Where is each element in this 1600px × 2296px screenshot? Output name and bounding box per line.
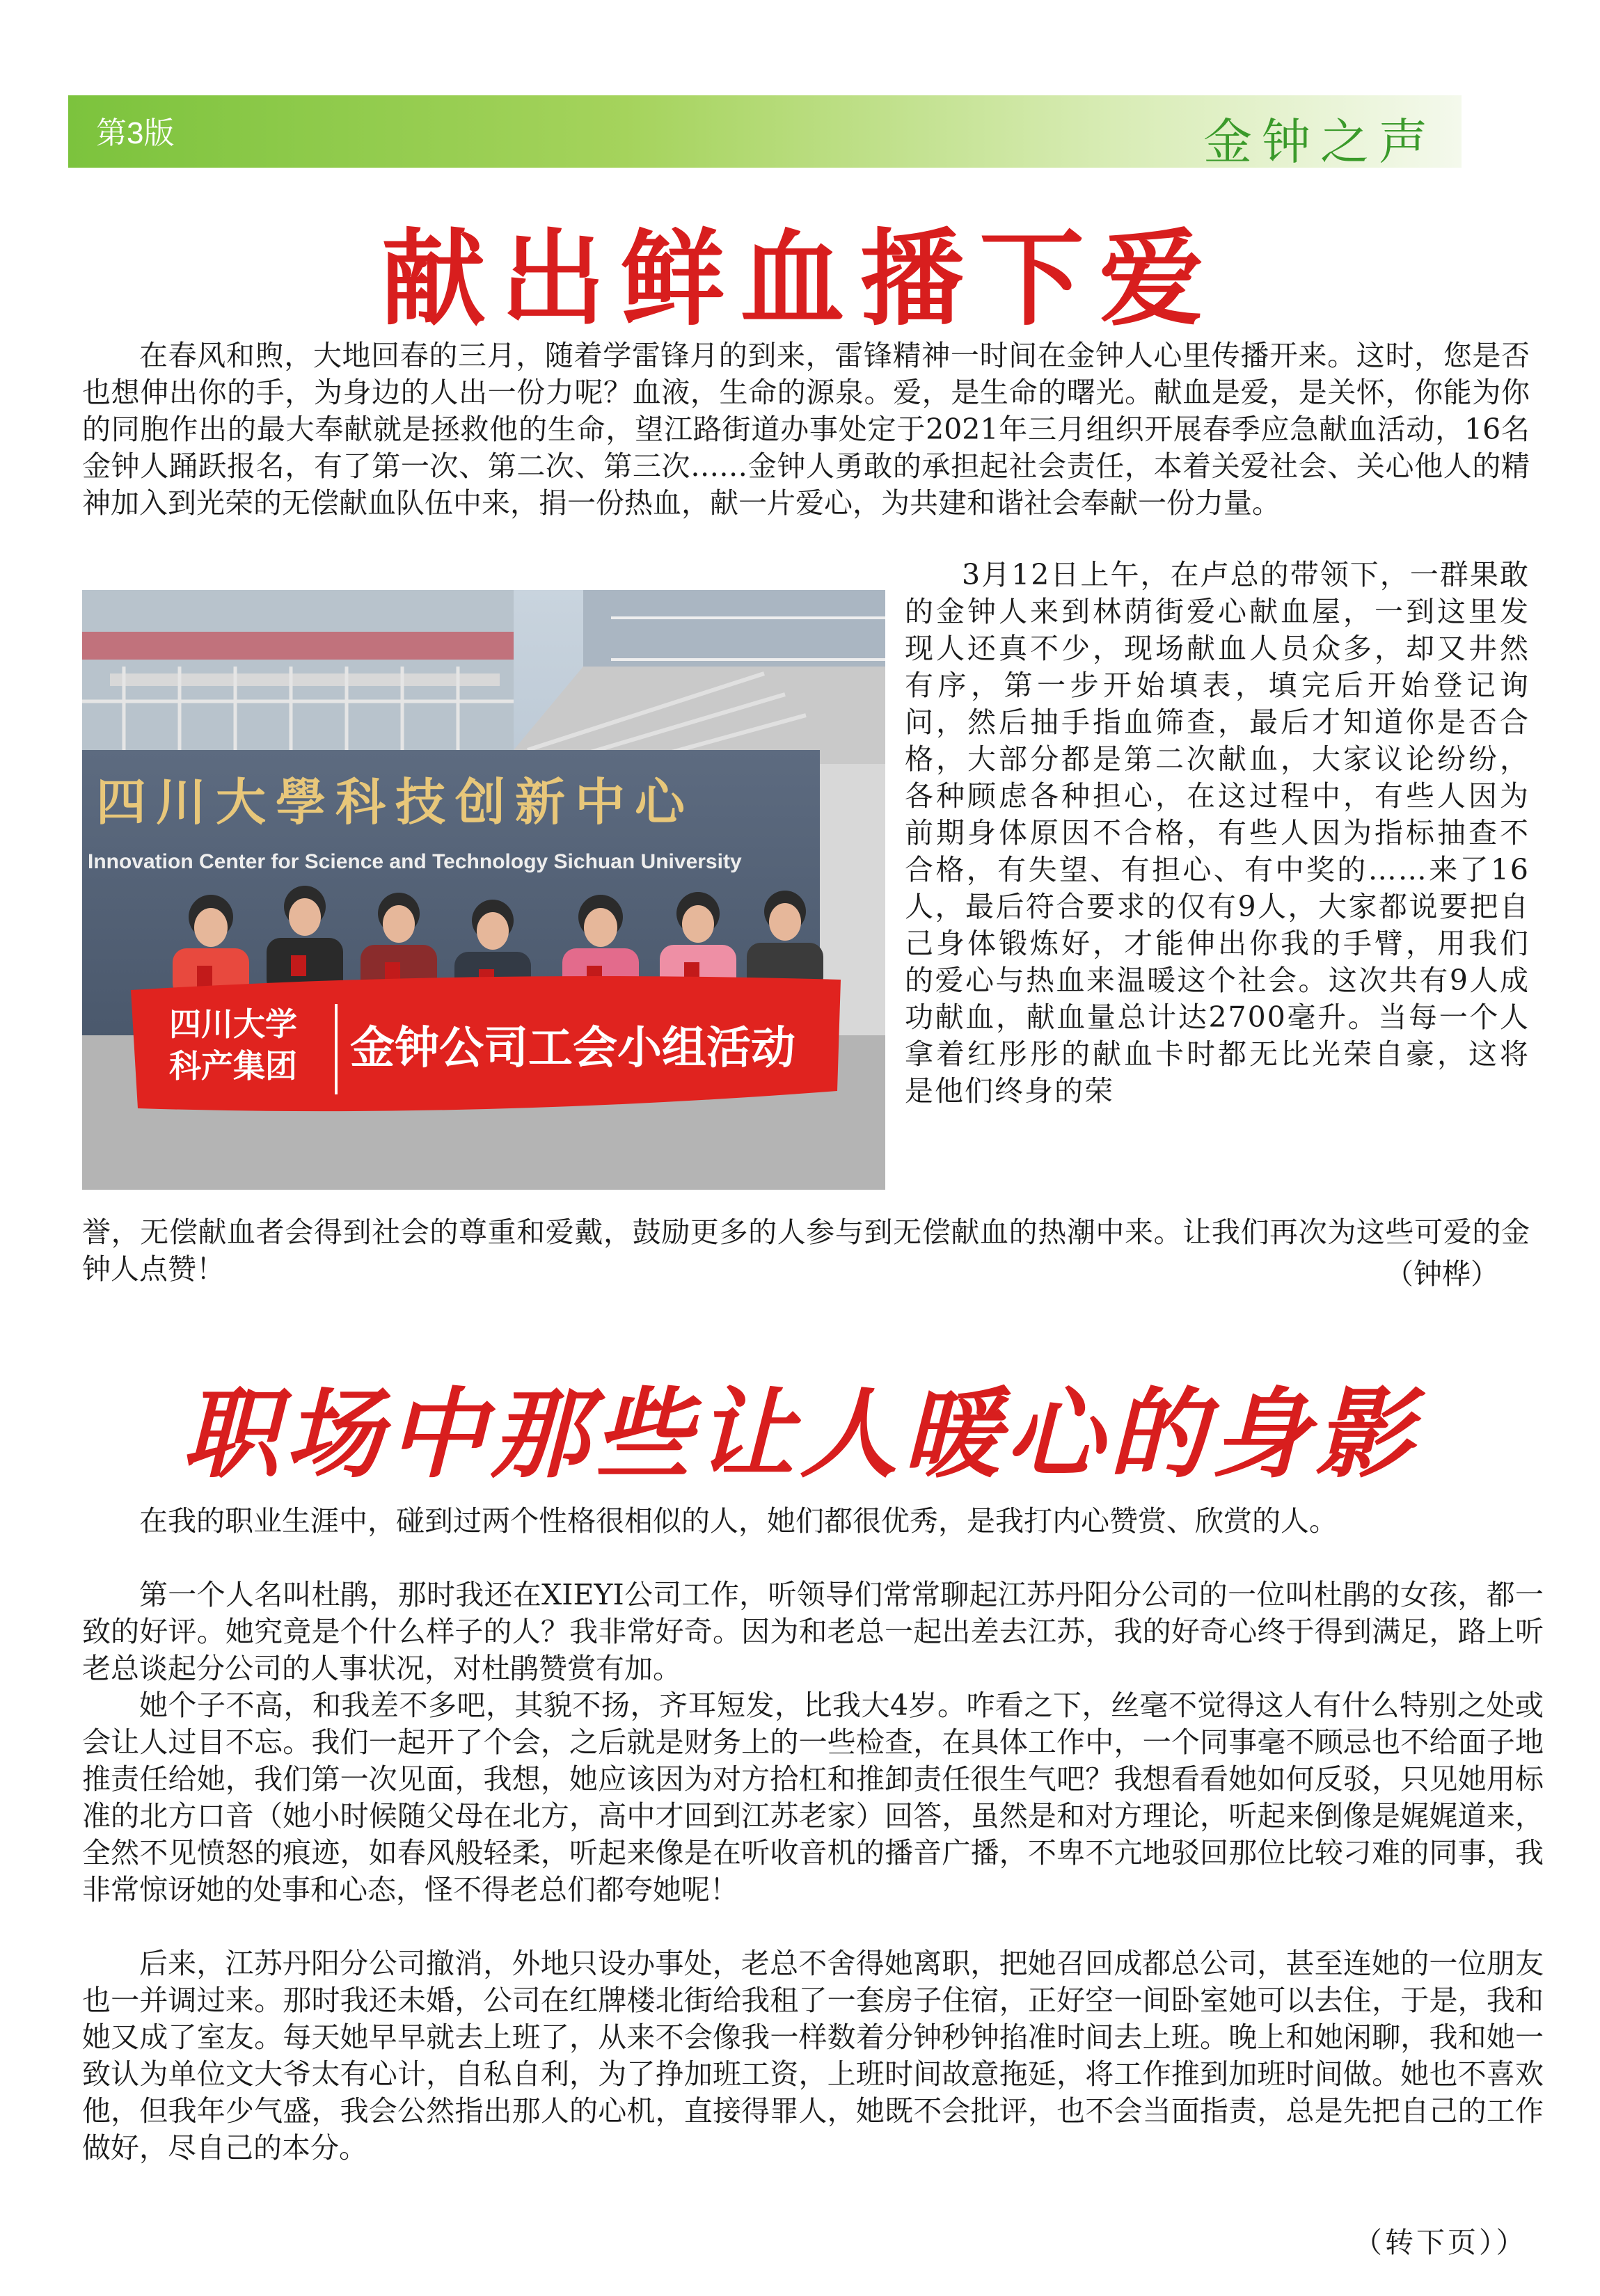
building-sign-cn: 四川大學科技创新中心 (96, 773, 695, 831)
issue-label: 第3版 (96, 116, 175, 150)
banner-left-line2: 科产集团 (169, 1047, 297, 1085)
article2-para4: 后来，江苏丹阳分公司撤消，外地只设办事处，老总不舍得她离职，把她召回成都总公司，甚至连她的一位朋友也一并调过来。那时我还未婚，公司在红牌楼北街给我租了一套房子住宿，正好空一间卧室她可以去住，于是，我和她又成了室友。每天她早早就去上班了，从来不会像我一样数着分钟秒钟掐准时间去上班。晚上和她闲聊，我和她一致认为单位文大爷太有心计，自私自利，为了挣加班工资，上班时间故意拖延，将工作推到加班时间做。她也不喜欢他，但我年少气盛，我会公然指出那人的心机，直接得罪人，她既不会批评，也不会当面指责，总是先把自己的工作做好，尽自己的本分。 (82, 1947, 1544, 2165)
building-sign-en: Innovation Center for Science and Technology Sichuan University (88, 850, 742, 873)
group-photo (82, 590, 885, 1190)
banner-left-line1: 四川大学 (169, 1005, 297, 1043)
article2-para1: 在我的职业生涯中，碰到过两个性格很相似的人，她们都很优秀，是我打内心赞赏、欣赏的人。 (139, 1504, 1338, 1538)
article1-title: 献出鲜血播下爱 (381, 219, 1219, 340)
article2-title: 职场中那些让人暖心的身影 (182, 1378, 1418, 1492)
newsletter-brand: 金钟之声 (1203, 113, 1437, 170)
banner-right: 金钟公司工会小组活动 (350, 1023, 795, 1074)
article2-para3: 她个子不高，和我差不多吧，其貌不扬，齐耳短发，比我大4岁。咋看之下，丝毫不觉得这人有什么特别之处或会让人过目不忘。我们一起开了个会，之后就是财务上的一些检查，在具体工作中，一个同事毫不顾忌也不给面子地推责任给她，我们第一次见面，我想，她应该因为对方拾杠和推卸责任很生气吧？我想看看她如何反驳，只见她用标准的北方口音（她小时候随父母在北方，高中才回到江苏老家）回答，虽然是和对方理论，听起来倒像是娓娓道来，全然不见愤怒的痕迹，如春风般轻柔，听起来像是在听收音机的播音广播，不卑不亢地驳回那位比较刁难的同事，我非常惊讶她的处事和心态，怪不得老总们都夸她呢！ (82, 1689, 1544, 1906)
group-photo-illustration (82, 590, 885, 1190)
article2-para2: 第一个人名叫杜鹃，那时我还在XIEYI公司工作，听领导们常常聊起江苏丹阳分公司的一位叫杜鹃的女孩，都一致的好评。她究竟是个什么样子的人？我非常好奇。因为和老总一起出差去江苏，我的好奇心终于得到满足，路上听老总谈起分公司的人事状况，对杜鹃赞赏有加。 (82, 1578, 1544, 1685)
article1-para2-end: 誉，无偿献血者会得到社会的尊重和爱戴，鼓励更多的人参与到无偿献血的热潮中来。让我们再次为这些可爱的金钟人点赞！ (82, 1215, 1530, 1286)
article1-author: （钟桦） (1385, 1257, 1499, 1291)
continued-note: （转下页）） (1354, 2226, 1528, 2259)
article1-para1: 在春风和煦，大地回春的三月，随着学雷锋月的到来，雷锋精神一时间在金钟人心里传播开来。这时，您是否也想伸出你的手，为身边的人出一份力呢？血液，生命的源泉。爱，是生命的曙光。献血是爱，是关怀，你能为你的同胞作出的最大奉献就是拯救他的生命，望江路街道办事处定于2021年三月组织开展春季应急献血活动，16名金钟人踊跃报名，有了第一次、第二次、第三次……金钟人勇敢的承担起社会责任，本着关爱社会、关心他人的精神加入到光荣的无偿献血队伍中来，捐一份热血，献一片爱心，为共建和谐社会奉献一份力量。 (82, 339, 1530, 520)
article1-para2: 3月12日上午，在卢总的带领下，一群果敢的金钟人来到林荫街爱心献血屋，一到这里发现人还真不少，现场献血人员众多，却又井然有序，第一步开始填表，填完后开始登记询问，然后抽手指血筛查，最后才知道你是否合格，大部分都是第二次献血，大家议论纷纷，各种顾虑各种担心，在这过程中，有些人因为前期身体原因不合格，有些人因为指标抽查不合格，有失望、有担心、有中奖的……来了16人，最后符合要求的仅有9人，大家都说要把自己身体锻炼好，才能伸出你我的手臂，用我们的爱心与热血来温暖这个社会。这次共有9人成功献血，献血量总计达2700毫升。当每一个人拿着红彤彤的献血卡时都无比光荣自豪，这将是他们终身的荣 (905, 558, 1530, 1108)
